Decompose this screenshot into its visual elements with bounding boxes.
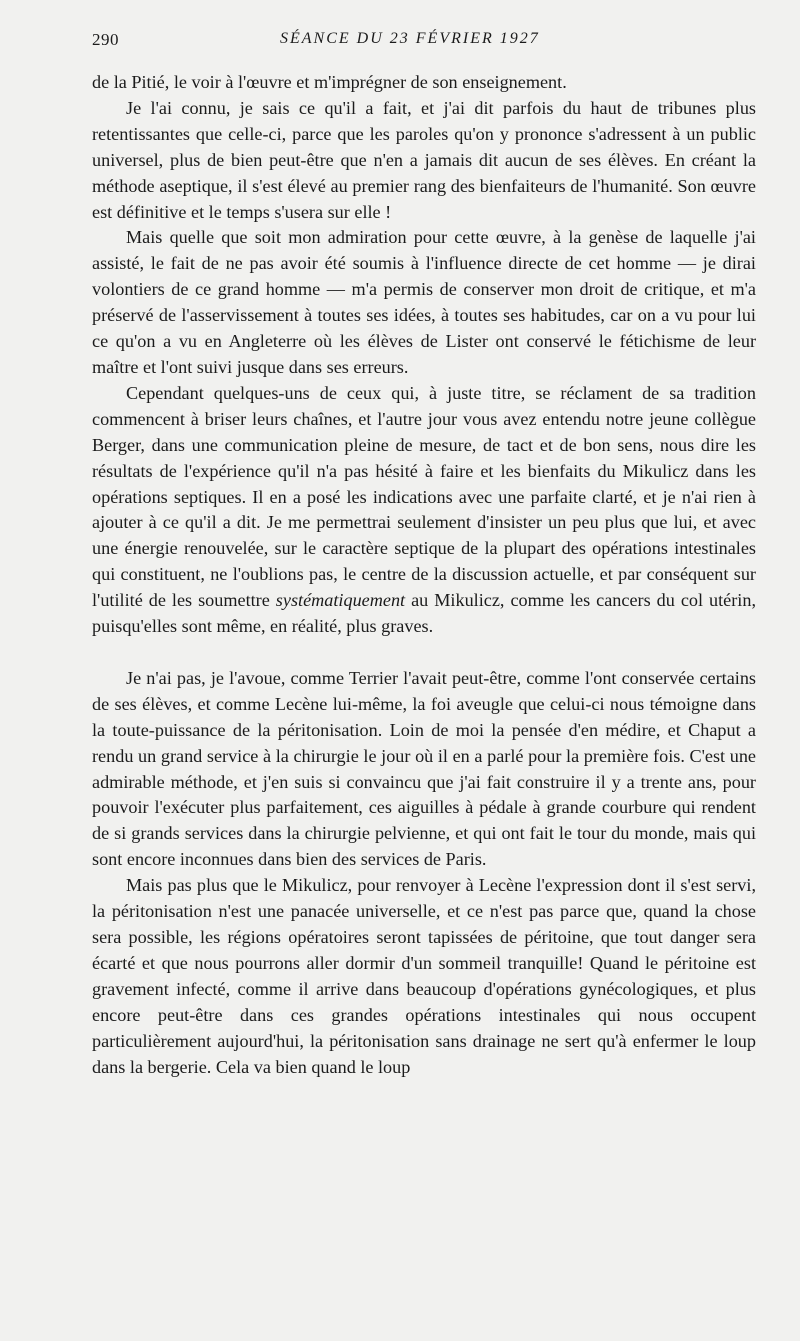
paragraph-4	[92, 381, 756, 640]
paragraph-4-emphasis: systématiquement	[275, 590, 406, 611]
paragraph-2: Je l'ai connu, je sais ce qu'il a fait, et j'ai dit parfois du haut de tribunes plus retentissantes que celle-ci, parce que les paroles qu'on y prononce s'adressent à un public universel, plus de bien peut-être que n'en a jamais dit aucun de ses élèves. En créant la méthode aseptique, il s'est élevé au premier rang des bienfaiteurs de l'humanité. Son œuvre est définitive et le temps s'usera sur elle !	[92, 97, 756, 222]
paragraph-4-text-after: au Mikulicz, comme les cancers du col utérin, puisqu'elles sont même, en réalité, plus graves.	[92, 590, 756, 637]
page-number: 290	[92, 30, 119, 49]
paragraph-6: Mais pas plus que le Mikulicz, pour renvoyer à Lecène l'expression dont il s'est servi, la péritonisation n'est une panacée universelle, et ce n'est pas parce que, quand la chose sera possible, les régions opératoires seront tapissées de péritoine, que tout danger sera écarté et que nous pourrons aller dormir d'un sommeil tranquille! Quand le péritoine est gravement infecté, comme il arrive dans beaucoup d'opérations gynécologiques, et plus encore peut-être dans ces grandes opérations intestinales qui nous occupent particulièrement aujourd'hui, la péritonisation sans drainage ne sert qu'à enfermer le loup dans la bergerie. Cela va bien quand le loup	[92, 875, 756, 1077]
paragraph-1: de la Pitié, le voir à l'œuvre et m'imprégner de son enseignement.	[92, 72, 567, 92]
page-header	[92, 30, 768, 56]
paragraph-4-text-before: Cependant quelques-uns de ceux qui, à juste titre, se réclament de sa tradition commencent à briser leurs chaînes, et l'autre jour vous avez entendu notre jeune collègue Berger, dans une communication pleine de mesure, de tact et de bon sens, nous dire les résultats de l'expérience qu'il n'a pas hésité à faire et les bienfaits du Mikulicz dans les opérations septiques. Il en a posé les indications avec une parfaite clarté, et je n'ai rien à ajouter à ce qu'il a dit. Je me permettrai seulement d'insister un peu plus que lui, et avec une énergie renouvelée, sur le caractère septique de la plupart des opérations intestinales qui constituent, ne l'oublions pas, le centre de la discussion actuelle, et par conséquent sur l'utilité de les soumettre	[92, 382, 756, 611]
paragraph-3: Mais quelle que soit mon admiration pour cette œuvre, à la genèse de laquelle j'ai assisté, le fait de ne pas avoir été soumis à l'influence directe de cet homme — je dirai volontiers de ce grand homme — m'a permis de conserver mon droit de critique, et m'a préservé de l'asservissement à toutes ses idées, à toutes ses habitudes, car on a vu pour lui ce qu'on a vu en Angleterre où les élèves de Lister ont conservé le fétichisme de leur maître et l'ont suivi jusque dans ses erreurs.	[92, 227, 756, 377]
body-text	[92, 70, 756, 1080]
paragraph-5: Je n'ai pas, je l'avoue, comme Terrier l'avait peut-être, comme l'ont conservée certains de ses élèves, et comme Lecène lui-même, la foi aveugle que celui-ci nous témoigne dans la toute-puissance de la péritonisation. Loin de moi la pensée d'en médire, et Chaput a rendu un grand service à la chirurgie le jour où il en a parlé pour la première fois. C'est une admirable méthode, et j'en suis si convaincu que j'ai fait construire il y a trente ans, pour pouvoir l'exécuter plus parfaitement, ces aiguilles à pédale à grande courbure qui rendent de si grands services dans la chirurgie pelvienne, et qui ont fait le tour du monde, mais qui sont encore inconnues dans bien des services de Paris.	[92, 667, 756, 870]
running-title: SÉANCE DU 23 FÉVRIER 1927	[280, 30, 540, 47]
